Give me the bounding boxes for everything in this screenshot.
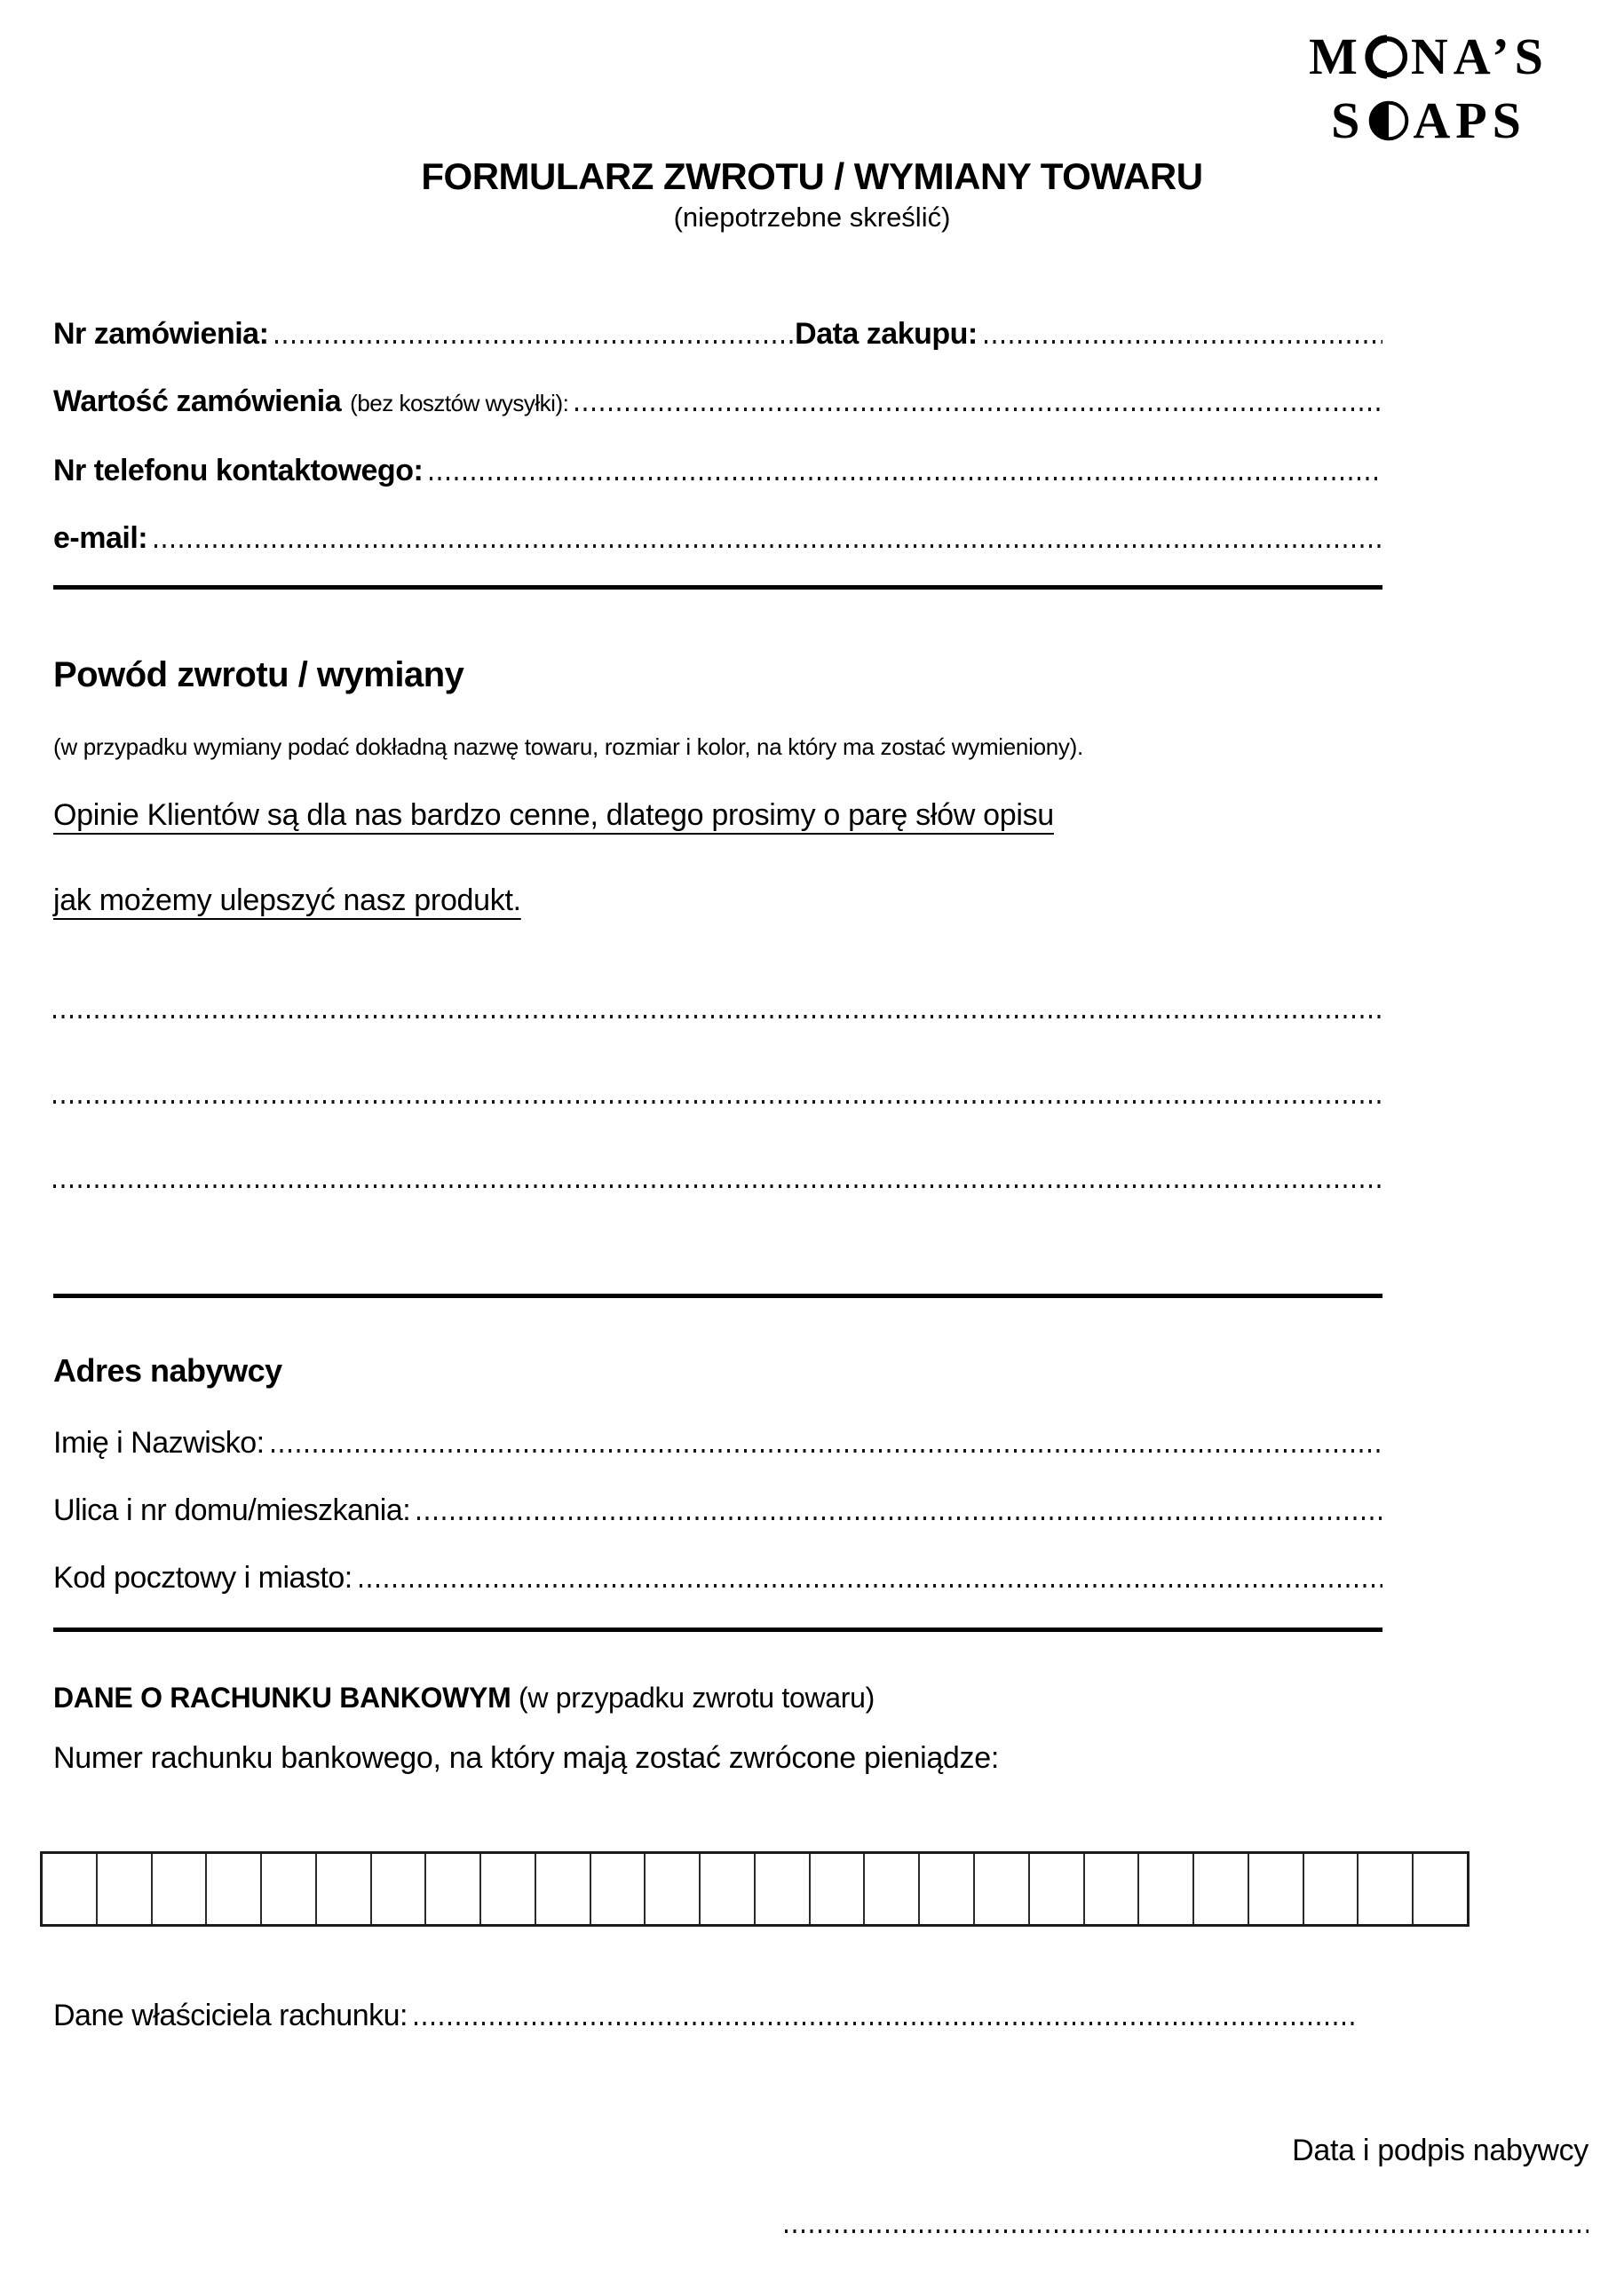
phone-fill-line: [430, 454, 1382, 480]
email-label: e-mail:: [53, 521, 148, 555]
moon-outline-icon: [1365, 35, 1409, 79]
account-owner-fill-line: [415, 1999, 1359, 2025]
account-digit-cell: [481, 1854, 536, 1924]
account-digit-cell: [1304, 1854, 1359, 1924]
section-divider: [53, 1628, 1382, 1632]
account-digit-cell: [98, 1854, 153, 1924]
signature-label: Data i podpis nabywcy: [1292, 2134, 1588, 2167]
bank-heading-note: (w przypadku zwrotu towaru): [519, 1682, 875, 1714]
email-fill-line: [154, 521, 1382, 548]
phone-row: [53, 450, 1382, 491]
order-number-label: Nr zamówienia:: [53, 317, 269, 351]
form-title: FORMULARZ ZWROTU / WYMIANY TOWARU: [421, 155, 1203, 197]
order-value-label: Wartość zamówienia: [53, 384, 342, 418]
brand-logo-line2: [1331, 89, 1526, 153]
street-label: Ulica i nr domu/mieszkania:: [53, 1493, 411, 1527]
street-row: [53, 1490, 1382, 1531]
form-subtitle: (niepotrzebne skreślić): [673, 202, 951, 233]
account-digit-cell: [1359, 1854, 1414, 1924]
feedback-request-line1: Opinie Klientów są dla nas bardzo cenne, dlatego prosimy o parę słów opisu: [53, 798, 1054, 832]
order-value-fill-line: [575, 384, 1382, 411]
account-digit-cell: [207, 1854, 262, 1924]
section-divider: [53, 585, 1382, 590]
account-digit-cell: [153, 1854, 208, 1924]
reason-fill-line-2: [53, 1100, 1382, 1104]
reason-fill-line-3: [53, 1184, 1382, 1188]
city-fill-line: [360, 1561, 1382, 1588]
account-digit-cell: [920, 1854, 975, 1924]
logo-text: M: [1309, 28, 1363, 85]
half-moon-icon: [1367, 99, 1411, 143]
email-row: [53, 518, 1382, 558]
account-digit-cell: [43, 1854, 98, 1924]
account-digit-cell: [1194, 1854, 1249, 1924]
order-value-row: [53, 381, 1382, 424]
account-digit-cell: [1139, 1854, 1194, 1924]
name-fill-line: [272, 1426, 1382, 1453]
account-number-prompt: Numer rachunku bankowego, na który mają zostać zwrócone pieniądze:: [53, 1741, 999, 1775]
brand-logo-line1: [1309, 25, 1549, 89]
account-digit-cell: [317, 1854, 372, 1924]
phone-label: Nr telefonu kontaktowego:: [53, 454, 424, 487]
account-digit-cell: [756, 1854, 811, 1924]
address-section: [53, 1422, 1571, 1598]
account-digit-cell: [262, 1854, 317, 1924]
bank-heading: DANE O RACHUNKU BANKOWYM: [53, 1682, 511, 1714]
account-digit-cell: [536, 1854, 591, 1924]
account-digit-cell: [591, 1854, 646, 1924]
account-digit-cell: [701, 1854, 756, 1924]
reason-note: (w przypadku wymiany podać dokładną nazwę towaru, rozmiar i kolor, na który ma zostać wymieniony).: [53, 733, 1083, 760]
logo-text: S: [1331, 91, 1366, 149]
order-value-note: (bez kosztów wysyłki):: [350, 390, 569, 416]
account-owner-row: [53, 1995, 1359, 2036]
account-digit-cell: [1249, 1854, 1304, 1924]
brand-logo: [1295, 25, 1562, 153]
account-digit-cell: [811, 1854, 866, 1924]
account-digit-cell: [646, 1854, 701, 1924]
account-digit-cell: [372, 1854, 427, 1924]
address-heading: Adres nabywcy: [53, 1352, 282, 1389]
name-row: [53, 1422, 1382, 1463]
account-digit-cell: [975, 1854, 1030, 1924]
feedback-request-line2: jak możemy ulepszyć nasz produkt.: [53, 883, 521, 917]
name-label: Imię i Nazwisko:: [53, 1426, 265, 1460]
reason-heading: Powód zwrotu / wymiany: [53, 655, 464, 694]
logo-text: NA’S: [1410, 28, 1549, 85]
section-divider: [53, 1294, 1382, 1298]
city-row: [53, 1557, 1382, 1598]
bank-heading-row: [53, 1678, 1571, 1717]
order-number-row: [53, 313, 1382, 354]
reason-fill-line-1: [53, 1015, 1382, 1018]
city-label: Kod pocztowy i miasto:: [53, 1561, 353, 1595]
order-info-section: [53, 313, 1571, 558]
purchase-date-label: Data zakupu:: [795, 317, 978, 351]
account-digit-cell: [426, 1854, 481, 1924]
signature-fill-line: [785, 2229, 1588, 2233]
logo-text: APS: [1413, 91, 1526, 149]
account-owner-label: Dane właściciela rachunku:: [53, 1999, 408, 2032]
account-digit-cell: [865, 1854, 920, 1924]
account-digit-cell: [1085, 1854, 1140, 1924]
account-grid: [40, 1851, 1470, 1927]
account-digit-cell: [1414, 1854, 1467, 1924]
street-fill-line: [417, 1493, 1382, 1520]
account-digit-cell: [1030, 1854, 1085, 1924]
purchase-date-fill-line: [985, 317, 1382, 344]
order-number-fill-line: [275, 317, 793, 344]
